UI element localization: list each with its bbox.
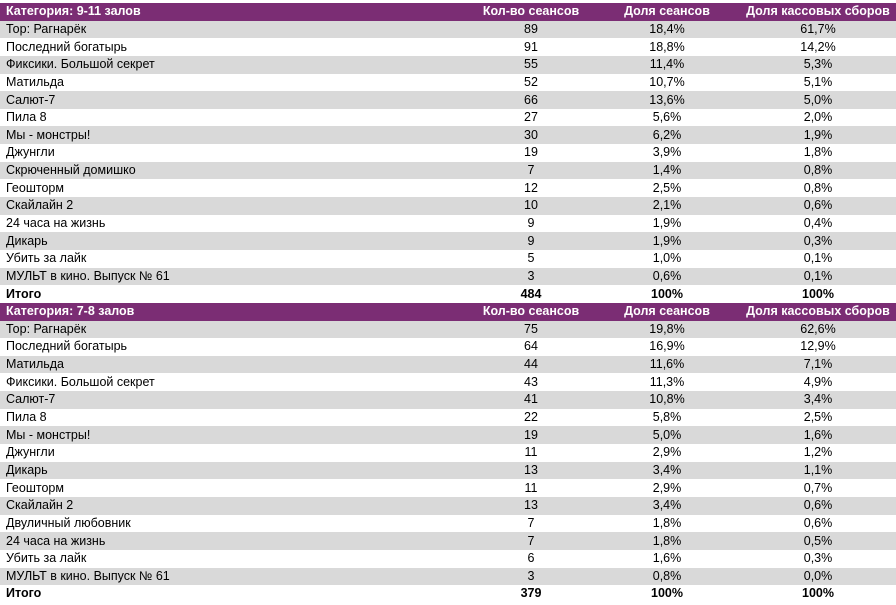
section-title: Категория: 9-11 залов	[0, 3, 468, 21]
share-boxoffice: 0,8%	[740, 162, 896, 180]
share-boxoffice: 0,6%	[740, 497, 896, 515]
share-sessions: 3,4%	[594, 462, 740, 480]
share-boxoffice: 61,7%	[740, 21, 896, 39]
table-body	[0, 3, 896, 603]
share-boxoffice: 1,2%	[803, 445, 833, 460]
film-title: Убить за лайк	[6, 251, 87, 266]
film-title: Салют-7	[0, 91, 468, 109]
share-boxoffice: 1,6%	[740, 426, 896, 444]
table-row	[0, 515, 896, 533]
film-title: Пила 8	[6, 110, 47, 125]
sessions-count: 3	[468, 568, 594, 586]
total-share-sessions: 100%	[651, 286, 683, 301]
share-sessions: 0,6%	[594, 268, 740, 286]
share-sessions: 10,8%	[594, 391, 740, 409]
table-row	[0, 109, 896, 127]
share-sessions: 1,8%	[652, 515, 682, 530]
column-header-sessions: Кол-во сеансов	[468, 303, 594, 321]
share-boxoffice: 4,9%	[803, 374, 833, 389]
sessions-count: 11	[524, 445, 538, 460]
film-title: Скайлайн 2	[0, 497, 468, 515]
share-sessions: 3,4%	[594, 497, 740, 515]
table-row	[0, 373, 896, 391]
total-sessions: 379	[520, 586, 542, 601]
share-sessions: 2,1%	[594, 197, 740, 215]
table-row	[0, 91, 896, 109]
film-title: Джунгли	[6, 445, 55, 460]
share-sessions: 10,7%	[649, 74, 685, 89]
sessions-count: 52	[524, 74, 538, 89]
film-title: Салют-7	[0, 391, 468, 409]
share-boxoffice: 1,1%	[740, 462, 896, 480]
table-row	[0, 126, 896, 144]
share-boxoffice: 14,2%	[800, 39, 836, 54]
film-title: Дикарь	[0, 232, 468, 250]
share-boxoffice: 7,1%	[740, 356, 896, 374]
share-sessions: 1,4%	[594, 162, 740, 180]
sessions-count: 7	[468, 532, 594, 550]
sessions-count: 9	[468, 232, 594, 250]
share-sessions: 11,3%	[649, 374, 685, 389]
share-sessions: 1,9%	[652, 216, 682, 230]
film-title: Последний богатырь	[6, 339, 128, 354]
share-sessions: 5,8%	[652, 410, 682, 425]
share-boxoffice: 0,3%	[740, 232, 896, 250]
sessions-count: 19	[524, 145, 538, 160]
table-row	[0, 21, 896, 39]
share-boxoffice: 0,0%	[740, 568, 896, 586]
share-sessions: 16,9%	[649, 339, 685, 354]
share-sessions: 5,0%	[594, 426, 740, 444]
section-title: Категория: 7-8 залов	[0, 303, 468, 321]
film-title: Скайлайн 2	[0, 197, 468, 215]
share-boxoffice: 3,4%	[740, 391, 896, 409]
table-row	[0, 321, 896, 339]
total-row	[0, 585, 896, 603]
section-header	[0, 303, 896, 321]
column-header-share-sessions: Доля сеансов	[594, 303, 740, 321]
column-header-share-boxoffice: Доля кассовых сборов	[740, 3, 896, 21]
sessions-count: 10	[468, 197, 594, 215]
table-row	[0, 391, 896, 409]
share-boxoffice: 5,3%	[740, 56, 896, 74]
share-boxoffice: 0,3%	[803, 551, 833, 566]
sessions-count: 7	[527, 515, 535, 530]
film-title: МУЛЬТ в кино. Выпуск № 61	[0, 268, 468, 286]
sessions-count: 9	[527, 216, 535, 230]
total-label: Итого	[6, 586, 42, 601]
film-title: Двуличный любовник	[6, 515, 131, 530]
sessions-count: 7	[468, 162, 594, 180]
sessions-count: 89	[468, 21, 594, 39]
share-sessions: 2,9%	[652, 445, 682, 460]
sessions-count: 13	[468, 462, 594, 480]
table-row	[0, 162, 896, 180]
film-title: Фиксики. Большой секрет	[6, 374, 155, 389]
table-row	[0, 356, 896, 374]
section-header	[0, 3, 896, 21]
share-boxoffice: 0,1%	[803, 251, 833, 266]
table-row	[0, 268, 896, 286]
table-row	[0, 232, 896, 250]
sessions-count: 44	[468, 356, 594, 374]
share-sessions: 2,9%	[652, 480, 682, 495]
sessions-count: 6	[527, 551, 535, 566]
table-row	[0, 56, 896, 74]
table-row	[0, 462, 896, 480]
sessions-count: 43	[524, 374, 538, 389]
sessions-count: 55	[468, 56, 594, 74]
share-sessions: 1,6%	[652, 551, 682, 566]
table-row	[0, 550, 896, 568]
share-sessions: 0,8%	[594, 568, 740, 586]
film-title: Матильда	[6, 74, 64, 89]
total-share-sessions: 100%	[651, 586, 683, 601]
share-boxoffice: 62,6%	[740, 321, 896, 339]
sessions-count: 11	[524, 480, 538, 495]
share-boxoffice: 2,0%	[803, 110, 833, 125]
sessions-count: 75	[468, 321, 594, 339]
table-row	[0, 197, 896, 215]
share-boxoffice: 0,6%	[803, 515, 833, 530]
sessions-count: 27	[524, 110, 538, 125]
total-sessions: 484	[520, 286, 542, 301]
table-row	[0, 215, 896, 233]
share-boxoffice: 5,0%	[740, 91, 896, 109]
total-share-boxoffice: 100%	[802, 586, 834, 601]
table-row	[0, 497, 896, 515]
table-row	[0, 144, 896, 162]
share-sessions: 11,6%	[594, 356, 740, 374]
film-title: Фиксики. Большой секрет	[0, 56, 468, 74]
share-boxoffice: 0,4%	[803, 216, 833, 230]
share-boxoffice: 2,5%	[803, 410, 833, 425]
share-boxoffice: 12,9%	[800, 339, 836, 354]
share-sessions: 19,8%	[594, 321, 740, 339]
sessions-count: 12	[524, 180, 538, 195]
film-title: Последний богатырь	[6, 39, 128, 54]
film-title: Матильда	[0, 356, 468, 374]
sessions-count: 91	[524, 39, 538, 54]
table-row	[0, 568, 896, 586]
sessions-count: 3	[468, 268, 594, 286]
sessions-count: 41	[468, 391, 594, 409]
film-title: Дикарь	[0, 462, 468, 480]
film-title: Мы - монстры!	[0, 426, 468, 444]
sessions-count: 19	[468, 426, 594, 444]
table-row	[0, 179, 896, 197]
total-label: Итого	[6, 286, 42, 301]
column-header-share-boxoffice: Доля кассовых сборов	[740, 303, 896, 321]
sessions-count: 13	[468, 497, 594, 515]
share-sessions: 11,4%	[594, 56, 740, 74]
total-row	[0, 285, 896, 303]
film-title: 24 часа на жизнь	[0, 532, 468, 550]
column-header-sessions: Кол-во сеансов	[468, 3, 594, 21]
share-boxoffice: 0,8%	[803, 180, 833, 195]
share-sessions: 3,9%	[652, 145, 682, 160]
share-sessions: 6,2%	[594, 126, 740, 144]
share-boxoffice: 0,6%	[740, 197, 896, 215]
film-title: МУЛЬТ в кино. Выпуск № 61	[0, 568, 468, 586]
table-row	[0, 444, 896, 462]
film-title: Пила 8	[6, 410, 47, 425]
table-row	[0, 409, 896, 427]
share-boxoffice: 0,1%	[740, 268, 896, 286]
box-office-table	[0, 3, 896, 603]
film-title: Геошторм	[6, 180, 64, 195]
share-boxoffice: 1,9%	[740, 126, 896, 144]
sessions-count: 30	[468, 126, 594, 144]
film-title: Тор: Рагнарёк	[0, 21, 468, 39]
share-sessions: 18,4%	[594, 21, 740, 39]
share-boxoffice: 0,7%	[803, 480, 833, 495]
share-sessions: 18,8%	[649, 39, 685, 54]
table-row	[0, 38, 896, 56]
table-row	[0, 479, 896, 497]
sessions-count: 66	[468, 91, 594, 109]
table-row	[0, 74, 896, 92]
share-sessions: 13,6%	[594, 91, 740, 109]
sessions-count: 22	[524, 410, 538, 425]
share-boxoffice: 5,1%	[803, 74, 833, 89]
total-share-boxoffice: 100%	[802, 286, 834, 301]
table-row	[0, 338, 896, 356]
sessions-count: 64	[524, 339, 538, 354]
film-title: Джунгли	[6, 145, 55, 160]
share-sessions: 5,6%	[652, 110, 682, 125]
film-title: Мы - монстры!	[0, 126, 468, 144]
film-title: 24 часа на жизнь	[6, 216, 106, 230]
film-title: Скрюченный домишко	[0, 162, 468, 180]
column-header-share-sessions: Доля сеансов	[594, 3, 740, 21]
share-boxoffice: 0,5%	[740, 532, 896, 550]
share-sessions: 2,5%	[652, 180, 682, 195]
film-title: Геошторм	[6, 480, 64, 495]
share-boxoffice: 1,8%	[803, 145, 833, 160]
sessions-count: 5	[527, 251, 535, 266]
table-row	[0, 426, 896, 444]
table-row	[0, 532, 896, 550]
share-sessions: 1,9%	[594, 232, 740, 250]
share-sessions: 1,0%	[652, 251, 682, 266]
table-row	[0, 250, 896, 268]
share-sessions: 1,8%	[594, 532, 740, 550]
film-title: Убить за лайк	[6, 551, 87, 566]
film-title: Тор: Рагнарёк	[0, 321, 468, 339]
